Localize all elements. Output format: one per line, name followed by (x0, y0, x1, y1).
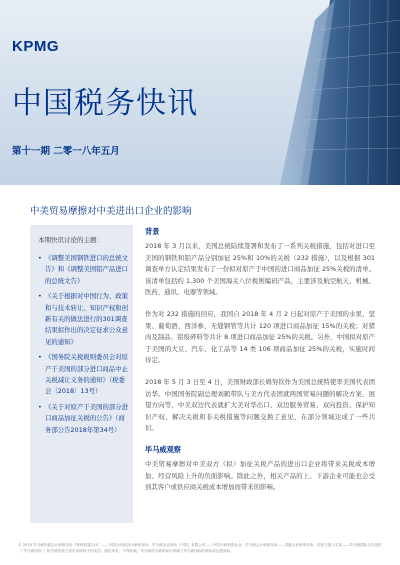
paragraph: 中美贸易摩擦对中美双方（拟）加征关税产品的进出口企业将带来关税成本增加、经营风险上升的负面影响。除此之外，相关产品的上、下游企业可能也会受到其客户或供应商关税成本增加而带来的影响。 (145, 459, 375, 492)
section-heading-kpmg-observations: 毕马威观察 (145, 444, 181, 454)
topic-item: • 《关于根据对中国行为、政策和与技术转让、知识产权和创新有关的做法进行的301调查结果拟作出的决定征求公众意见的通知》 (38, 291, 130, 348)
page-title: 中国税务快讯 (12, 86, 198, 121)
topic-item: • 《调整美国钢铁进口的总统文告》和《调整美国铝产品进口的总统文告》 (38, 253, 130, 287)
topic-item: • 《国务院关税税则委员会对原产于美国的部分进口商品中止关税减让义务的通知》（税委会〔2018〕13号） (38, 352, 130, 398)
main-content (145, 227, 375, 504)
cover-banner (0, 0, 400, 185)
paragraph: 2018 年 5 月 3 日至 4 日，美国财政部长姆努钦作为美国总统特使率美国代表团访华。中国国务院副总理刘鹤带队与美方代表团就两国贸易问题的解决方案、展望方向等，中美双边代表就扩大美对华出口、双边服务贸易、双向投资、保护知识产权、解决关税和非关税措施等问题交换了意见，在部分领域达成了一些共识。 (145, 377, 375, 433)
topics-sidebar (30, 225, 133, 523)
kpmg-logo: KPMG (12, 38, 59, 55)
issue-date: 第十一期 二零一八年五月 (12, 146, 120, 157)
paragraph: 作为对 232 措施的回应，我国自 2018 年 4 月 2 日起对原产于美国的水果、坚果、葡萄酒、西洋参、无缝钢管等共计 120 项进口商品加征 15%的关税；对猪肉及制品、铝废碎料等共计 8 项进口商品加征 25%的关税。另外，中国拟对原产于美国的大豆、汽车、化工品等 14 类 106 项商品加征 25%的关税，实施时间待定。 (145, 309, 375, 365)
building-image (260, 0, 400, 185)
topics-list (38, 253, 130, 440)
sidebar-heading: 本期快讯讨论的主题： (38, 236, 103, 244)
topic-item: • 《关于对原产于美国的部分进口商品加征关税的公告》（商务部公告2018年第34号） (38, 402, 130, 436)
section-heading-background: 背景 (145, 227, 160, 236)
article-subtitle: 中美贸易摩擦对中美进出口企业的影响 (30, 206, 192, 217)
paragraph: 2018 年 3 月以来，美国总统陆续签署和发布了一系列关税措施，包括对进口至美国的钢铁和铝产品分别加征 25%和 10%的关税（232 措施），以及根据 301 调查单方认定结果发布了一份拟对原产于中国的进口商品加征 25%关税的清单。该清单包括约 1,300 个美国海关八位税则编码产品，主要涉及航空航天、机械、医药、通讯、电器等领域。 (145, 242, 375, 297)
footer-legal-text: © 2018 毕马威华振会计师事务所（特殊普通合伙）——中国合伙制会计师事务所；毕马威企业咨询（中国）有限公司——中国外商独资企业；毕马威会计师事务所——香港合伙制事务所，均是与瑞士实体——毕马威国际合作组织（“毕马威国际”）相关联的独立成员所网络中的成员。版权所有，不得转载。毕马威的名称和标识均属于毕马威国际的商标或注册商标。 (18, 543, 382, 553)
